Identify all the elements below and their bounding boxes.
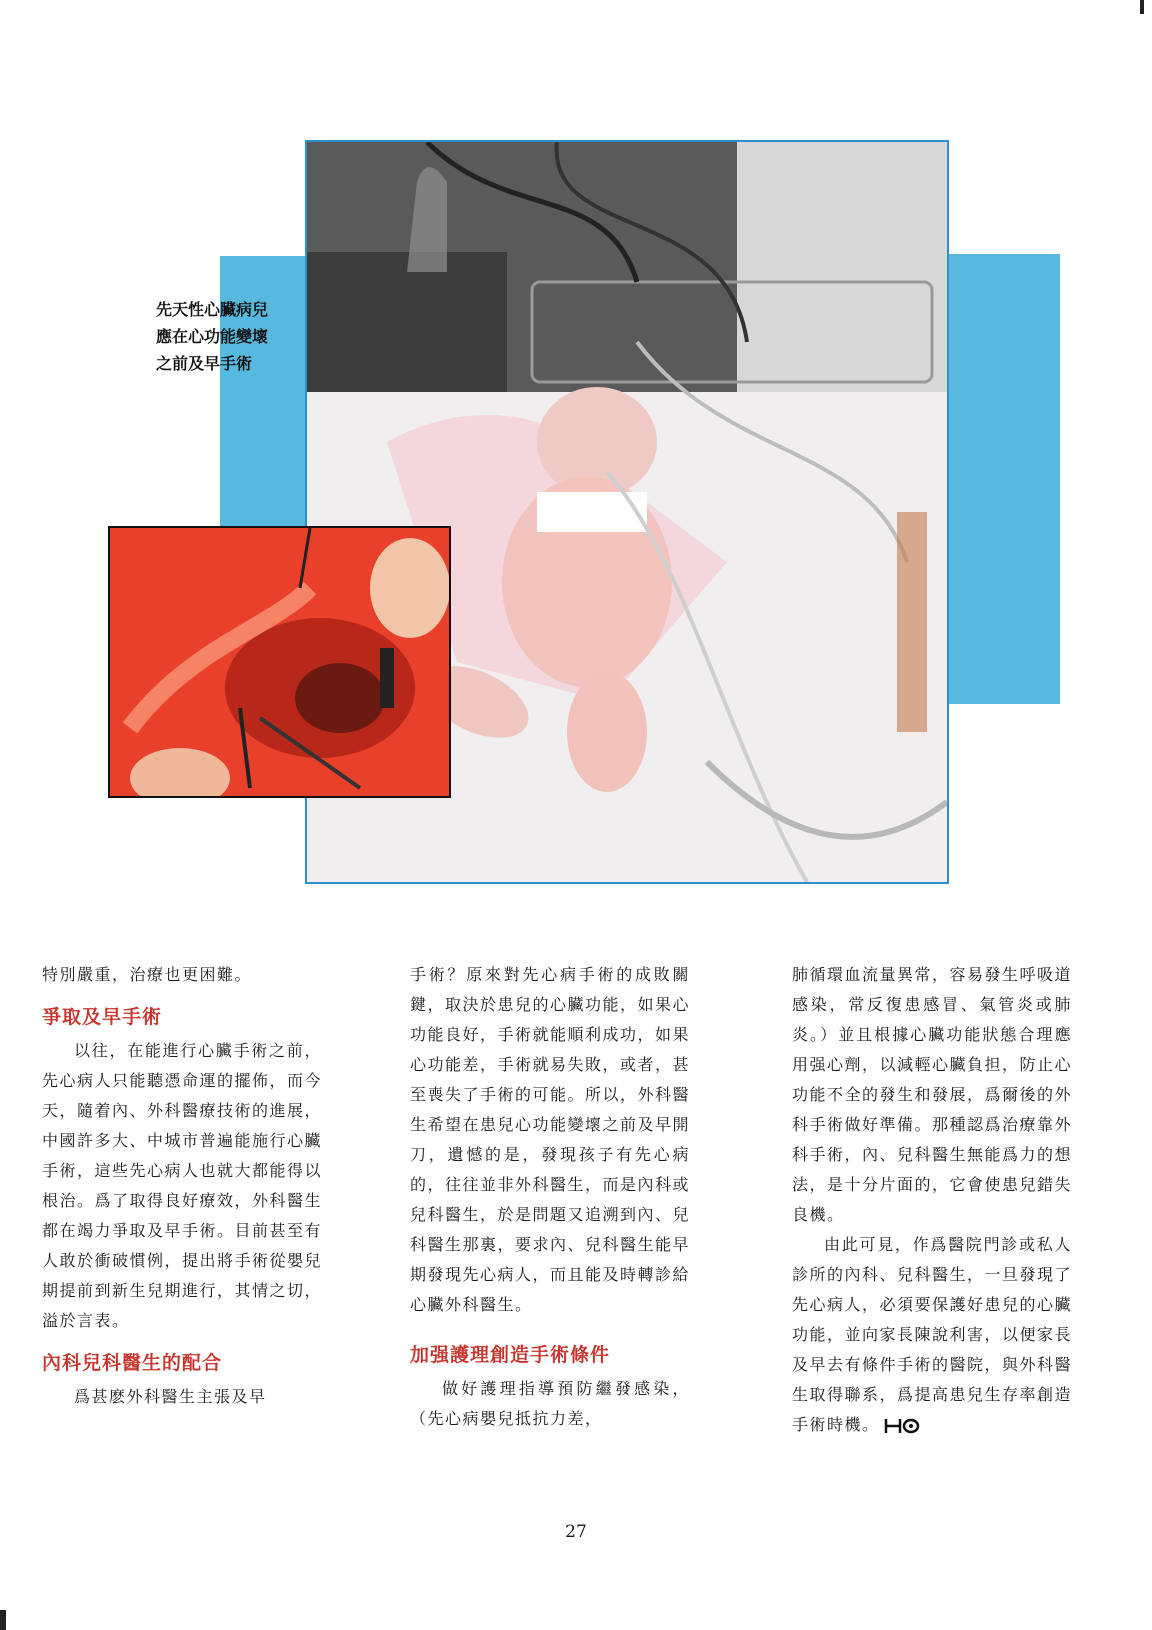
paragraph: 肺循環血流量異常，容易發生呼吸道感染，常反復患感冒、氣管炎或肺炎。）並且根據心臟功能狀態合理應用强心劑，以減輕心臟負担，防止心功能不全的發生和發展，爲爾後的外科手術做好準備。那種認爲治療靠外科手術，內、兒科醫生無能爲力的想法，是十分片面的，它會使患兒錯失良機。 xyxy=(792,965,1073,1224)
paragraph: 做好護理指導預防繼發感染，（先心病嬰兒抵抗力差， xyxy=(410,1379,690,1428)
photo-caption xyxy=(156,296,326,377)
section-heading: 爭取及早手術 xyxy=(42,1006,163,1028)
text-column-2 xyxy=(410,960,690,1434)
end-mark-logo-icon xyxy=(884,1417,924,1435)
caption-line: 應在心功能變壞 xyxy=(156,327,269,346)
photo-surgery-inset xyxy=(108,526,451,798)
paragraph: 爲甚麽外科醫生主張及早 xyxy=(74,1387,267,1406)
caption-line: 之前及早手術 xyxy=(156,354,253,373)
photo-surgery-illustration xyxy=(110,528,449,796)
paragraph-text: 由此可見，作爲醫院門診或私人診所的內科、兒科醫生，一旦發現了先心病人，必須要保護好患兒的心臟功能，並向家長陳說利害，以便家長及早去有條件手術的醫院，與外科醫生取得聯系，爲提高患兒生存率創造手術時機。 xyxy=(792,1235,1073,1434)
paragraph xyxy=(792,1230,1072,1440)
scan-edge-mark xyxy=(1140,0,1144,14)
paragraph: 以往，在能進行心臟手術之前，先心病人只能聽憑命運的擺佈，而今天，隨着內、外科醫療技術的進展，中國許多大、中城市普遍能施行心臟手術，這些先心病人也就大都能得以根治。爲了取得良好療效，外科醫生都在竭力爭取及早手術。目前甚至有人敢於衝破慣例，提出將手術從嬰兒期提前到新生兒期進行，其情之切，溢於言表。 xyxy=(42,1041,323,1330)
page-number: 27 xyxy=(565,1522,587,1542)
text-column-3 xyxy=(792,960,1072,1440)
paragraph: 手術？原來對先心病手術的成敗關鍵，取決於患兒的心臟功能，如果心功能良好，手術就能順利成功，如果心功能差，手術就易失敗，或者，甚至喪失了手術的可能。所以，外科醫生希望在患兒心功能變壞之前及早開刀，遺憾的是，發現孩子有先心病的，往往並非外科醫生，而是內科或兒科醫生，於是問題又追溯到內、兒科醫生那裏，要求內、兒科醫生能早期發現先心病人，而且能及時轉診給心臟外科醫生。 xyxy=(410,965,691,1314)
section-heading: 加强護理創造手術條件 xyxy=(410,1344,611,1366)
paragraph: 特別嚴重，治療也更困難。 xyxy=(42,965,253,984)
scan-edge-mark xyxy=(0,1610,6,1630)
text-column-1 xyxy=(42,960,322,1412)
caption-line: 先天性心臟病兒 xyxy=(156,300,269,319)
blue-backdrop-right xyxy=(945,254,1060,704)
section-heading: 內科兒科醫生的配合 xyxy=(42,1352,223,1374)
